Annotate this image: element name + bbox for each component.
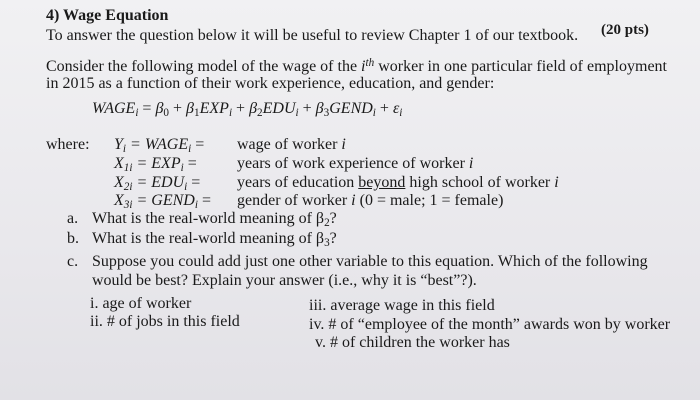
eq-epsilon: ε: [392, 100, 400, 117]
def-desc-0: [237, 136, 346, 154]
intro-line-2: in 2015 as a function of their work experience, education, and gender:: [46, 75, 495, 92]
question-number: 4): [46, 7, 60, 24]
option-i: [90, 295, 191, 313]
option-text: # of children the worker has: [329, 334, 510, 351]
option-iv: [309, 316, 670, 334]
option-label: ii.: [90, 313, 103, 330]
def-i: i: [341, 136, 346, 153]
option-iii: [309, 297, 495, 315]
option-text: age of worker: [102, 295, 192, 312]
question-b-label: b.: [67, 230, 79, 247]
eq-beta3: β: [315, 100, 324, 117]
def-lhs-0: [114, 136, 204, 155]
points-label: (20 pts): [601, 22, 649, 38]
def-i: i: [351, 192, 356, 209]
question-text: What is the real-world meaning of β: [92, 230, 325, 247]
def-var: = GEND: [132, 192, 195, 209]
eq-sub: i: [228, 106, 233, 119]
question-c-label: c.: [67, 253, 79, 270]
eq-sub: 1: [194, 106, 200, 119]
question-heading: [46, 7, 168, 25]
def-sub: i: [122, 142, 127, 155]
eq-sub: i: [295, 106, 299, 119]
option-text: # of jobs in this field: [106, 313, 240, 330]
eq-edu: EDU: [262, 100, 296, 117]
question-sub: 3: [324, 236, 330, 249]
option-label: iv.: [309, 316, 325, 333]
def-lhs-1: [114, 155, 197, 174]
def-i: i: [554, 174, 559, 191]
def-var: X: [114, 155, 124, 172]
wage-equation: [92, 100, 402, 119]
def-eq: =: [197, 192, 211, 209]
option-text: average wage in this field: [330, 297, 495, 314]
def-lhs-3: [114, 192, 211, 211]
def-sub: 2i: [123, 180, 133, 193]
def-text: wage of worker: [237, 136, 342, 153]
def-eq: =: [183, 155, 197, 172]
def-desc-2: [237, 174, 559, 192]
def-desc-3: [237, 192, 503, 210]
eq-plus: +: [375, 100, 393, 117]
eq-beta1: β: [186, 100, 195, 117]
def-eq: =: [191, 136, 205, 153]
question-text: ?: [329, 210, 337, 227]
eq-sub: 2: [257, 106, 263, 119]
def-eq: =: [187, 174, 201, 191]
eq-sub: i: [135, 106, 139, 119]
question-text: What is the real-world meaning of β: [92, 210, 325, 227]
question-a: [92, 210, 337, 229]
def-text: (0 = male; 1 = female): [355, 192, 504, 209]
def-var: Y: [114, 136, 123, 153]
def-i: i: [468, 155, 474, 172]
intro-i: i: [361, 58, 366, 76]
eq-sub: i: [372, 106, 376, 119]
eq-plus: +: [298, 100, 316, 117]
eq-sub: 0: [163, 106, 170, 119]
eq-sub: 3: [323, 106, 330, 119]
def-desc-1: [237, 155, 473, 173]
eq-plus: +: [232, 100, 250, 117]
eq-wage: WAGE: [92, 100, 136, 117]
question-a-label: a.: [67, 210, 79, 227]
def-text: years of work experience of worker: [237, 155, 469, 172]
def-sub: 1i: [123, 161, 133, 174]
option-ii: [90, 313, 240, 331]
option-text: # of “employee of the month” awards won by worker: [328, 316, 671, 333]
question-b: [92, 230, 337, 249]
def-text: high school of worker: [405, 174, 555, 191]
def-underlined: beyond: [358, 174, 406, 191]
option-v: [315, 334, 510, 352]
question-text: ?: [329, 230, 337, 247]
intro-line-1: [46, 57, 667, 76]
def-text: gender of worker: [237, 192, 352, 209]
option-label: iii.: [309, 297, 327, 314]
def-sub: i: [180, 161, 184, 174]
eq-beta2: β: [249, 100, 258, 117]
def-var: X: [114, 174, 124, 191]
question-title: Wage Equation: [63, 7, 169, 24]
def-lhs-2: [114, 174, 200, 193]
intro-text: worker in one particular field of employment: [374, 58, 667, 76]
def-var: X: [114, 192, 124, 209]
def-sub: i: [184, 180, 188, 193]
def-sub: i: [188, 142, 192, 155]
def-sub: i: [194, 198, 198, 211]
eq-sub: i: [399, 106, 403, 119]
question-c-line-1: Suppose you could add just one other variable to this equation. Which of the following: [92, 253, 648, 270]
instruction-text: To answer the question below it will be useful to review Chapter 1 of our textbook.: [46, 27, 579, 44]
eq-plus: +: [169, 100, 187, 117]
where-label: where:: [46, 136, 90, 153]
def-text: years of education: [237, 174, 359, 191]
def-var: = EDU: [132, 174, 185, 191]
eq-gend: GEND: [329, 100, 373, 117]
eq-exp: EXP: [199, 100, 229, 117]
def-var: = EXP: [132, 155, 181, 172]
question-c-line-2: would be best? Explain your answer (i.e., why it is “best”?).: [92, 272, 477, 289]
option-label: v.: [315, 334, 326, 351]
def-var: = WAGE: [126, 136, 189, 153]
intro-text: Consider the following model of the wage of the: [46, 58, 362, 76]
def-sub: 3i: [123, 198, 133, 211]
intro-th: th: [365, 57, 375, 69]
eq-sign: =: [138, 100, 156, 117]
option-label: i.: [90, 295, 99, 312]
question-sub: 2: [324, 216, 330, 229]
eq-beta0: β: [155, 100, 164, 117]
